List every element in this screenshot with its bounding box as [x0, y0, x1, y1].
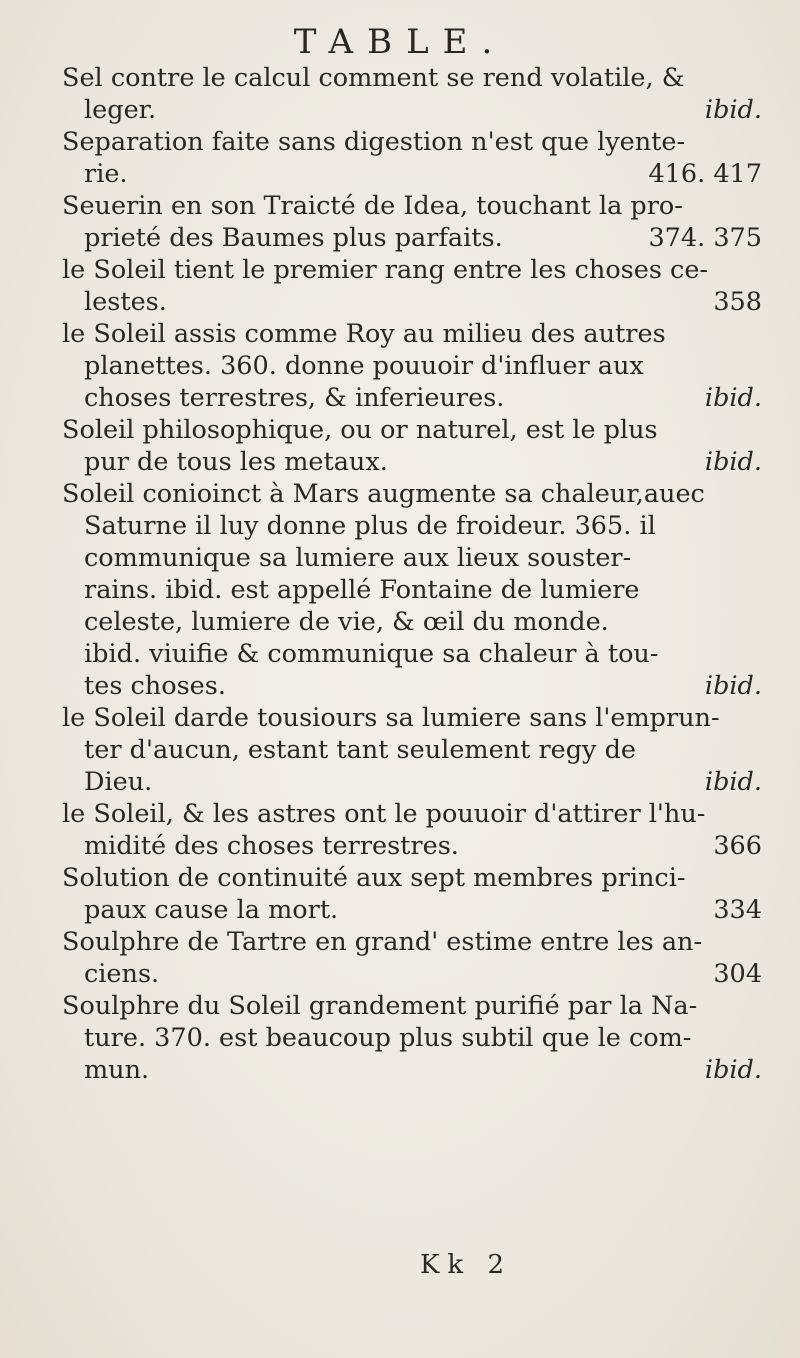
index-entry [62, 414, 772, 478]
entry-line [62, 1054, 772, 1086]
index-entry [62, 798, 772, 862]
entry-line: Separation faite sans digestion n'est que lyente- [62, 127, 686, 157]
index-entry [62, 990, 772, 1086]
entry-line: rains. ibid. est appellé Fontaine de lumiere [84, 575, 640, 605]
entry-line: ibid. viuifie & communique sa chaleur à tou- [84, 639, 659, 669]
entry-reference: 374. 375 [648, 223, 762, 253]
entry-line: planettes. 360. donne pouuoir d'influer aux [84, 351, 644, 381]
entry-reference: ibid. [704, 1055, 762, 1085]
entry-text: paux cause la mort. [84, 895, 339, 925]
entry-text: lestes. [84, 287, 167, 317]
entry-line [62, 958, 772, 990]
entry-reference: 366 [713, 831, 762, 861]
entry-line [62, 894, 772, 926]
entry-line: Soulphre du Soleil grandement purifié par la Na- [62, 991, 698, 1021]
index-entry [62, 478, 772, 702]
index-entry [62, 126, 772, 190]
entry-line: celeste, lumiere de vie, & œil du monde. [84, 607, 609, 637]
index-entries [62, 62, 772, 1086]
entry-line: Seuerin en son Traicté de Idea, touchant la pro- [62, 191, 683, 221]
entry-reference: ibid. [704, 447, 762, 477]
entry-line: ture. 370. est beaucoup plus subtil que le com- [84, 1023, 692, 1053]
index-entry [62, 318, 772, 414]
entry-line: Sel contre le calcul comment se rend volatile, & [62, 63, 685, 93]
index-entry [62, 862, 772, 926]
index-entry [62, 190, 772, 254]
entry-text: choses terrestres, & inferieures. [84, 383, 505, 413]
entry-line: le Soleil assis comme Roy au milieu des autres [62, 319, 666, 349]
index-entry [62, 702, 772, 798]
entry-reference: 358 [713, 287, 762, 317]
entry-line: Soleil philosophique, ou or naturel, est le plus [62, 415, 658, 445]
entry-line: communique sa lumiere aux lieux souster- [84, 543, 632, 573]
entry-line [62, 94, 772, 126]
signature-mark: Kk 2 [420, 1250, 512, 1280]
entry-line [62, 382, 772, 414]
index-entry [62, 62, 772, 126]
entry-text: midité des choses terrestres. [84, 831, 459, 861]
entry-text: ciens. [84, 959, 160, 989]
entry-line: le Soleil tient le premier rang entre les choses ce- [62, 255, 709, 285]
entry-line: le Soleil, & les astres ont le pouuoir d'attirer l'hu- [62, 799, 706, 829]
entry-reference: ibid. [704, 671, 762, 701]
entry-reference: ibid. [704, 383, 762, 413]
entry-text: prieté des Baumes plus parfaits. [84, 223, 503, 253]
entry-reference: ibid. [704, 767, 762, 797]
entry-text: Dieu. [84, 767, 153, 797]
entry-line [62, 286, 772, 318]
index-entry [62, 254, 772, 318]
entry-text: tes choses. [84, 671, 226, 701]
entry-reference: 416. 417 [648, 159, 762, 189]
entry-line: le Soleil darde tousiours sa lumiere sans l'emprun- [62, 703, 720, 733]
entry-line: Saturne il luy donne plus de froideur. 365. il [84, 511, 656, 541]
entry-line [62, 222, 772, 254]
entry-text: mun. [84, 1055, 150, 1085]
entry-line: ter d'aucun, estant tant seulement regy de [84, 735, 636, 765]
entry-line: Soulphre de Tartre en grand' estime entre les an- [62, 927, 703, 957]
entry-line [62, 670, 772, 702]
entry-line: Soleil conioinct à Mars augmente sa chaleur,auec [62, 479, 705, 509]
entry-text: pur de tous les metaux. [84, 447, 388, 477]
entry-text: rie. [84, 159, 128, 189]
entry-line [62, 158, 772, 190]
index-entry [62, 926, 772, 990]
page-header: TABLE. [293, 22, 507, 62]
entry-line [62, 830, 772, 862]
entry-reference: ibid. [704, 95, 762, 125]
entry-text: leger. [84, 95, 157, 125]
entry-line [62, 446, 772, 478]
entry-line [62, 766, 772, 798]
entry-line: Solution de continuité aux sept membres princi- [62, 863, 686, 893]
entry-reference: 334 [713, 895, 762, 925]
entry-reference: 304 [713, 959, 762, 989]
